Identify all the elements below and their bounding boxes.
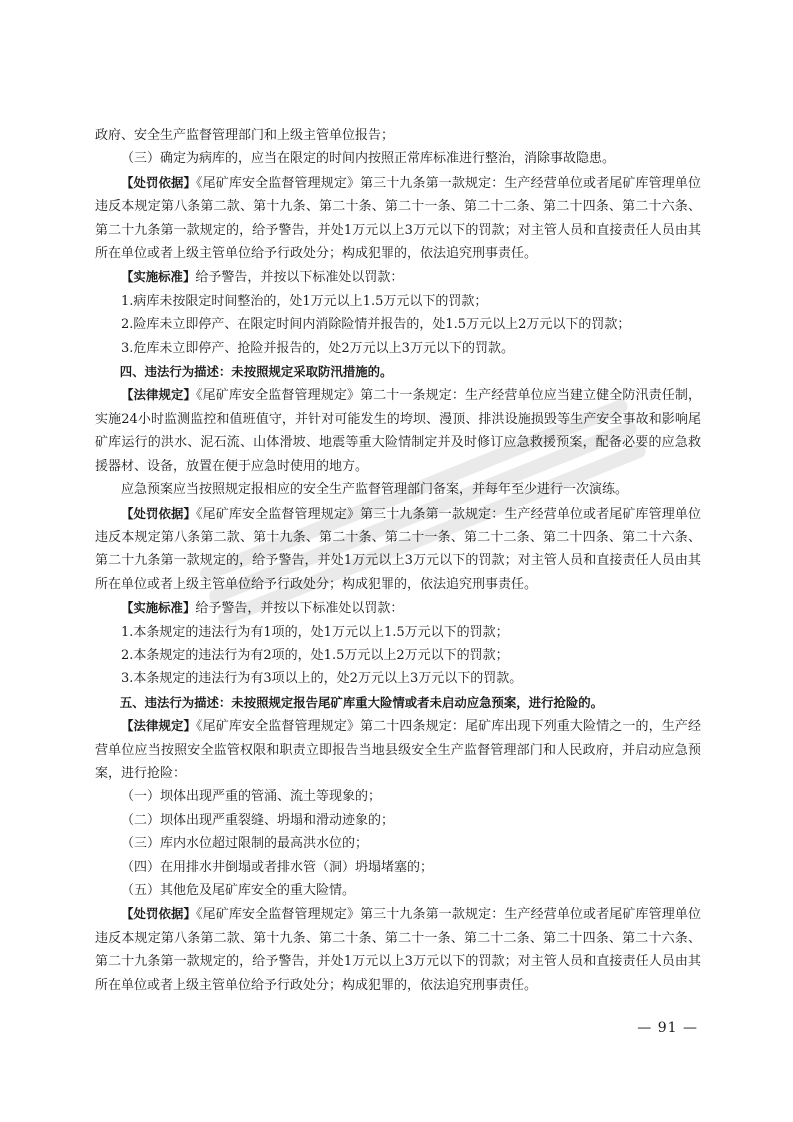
paragraph-text: 2.本条规定的违法行为有2项的，处1.5万元以上2万元以下的罚款； [121,647,509,663]
paragraph [95,809,701,832]
paragraph-text: 3.危库未立即停产、抢险并报告的，处2万元以上3万元以下的罚款。 [121,340,514,356]
section-heading [95,360,701,383]
paragraph [95,265,701,289]
bold-label: 【处罚依据】 [121,174,197,190]
paragraph-text: （一）坝体出现严重的管涌、流土等现象的； [121,789,382,805]
paragraph [95,171,701,266]
paragraph-text: 3.本条规定的违法行为有3项以上的，处2万元以上3万元以下的罚款。 [121,671,523,687]
paragraph-text: 《尾矿库安全监督管理规定》第二十一条规定：生产经营单位应当建立健全防汛责任制，实施24小时监测监控和值班值守，并针对可能发生的垮坝、漫顶、排洪设施损毁等生产安全事故和影响尾矿库运行的洪水、泥石流、山体滑坡、地震等重大险情制定并及时修订应急救援预案，配备必要的应急救援器材、设备，放置在便于应急时使用的地方。 [95,388,701,474]
bold-label: 四、违法行为描述：未按照规定采取防汛措施的。 [119,364,393,380]
bold-label: 【处罚依据】 [121,505,197,521]
paragraph [95,147,701,170]
paragraph [95,644,701,667]
paragraph [95,337,701,360]
bold-label: 五、违法行为描述：未按照规定报告尾矿库重大险情或者未启动应急预案，进行抢险的。 [119,694,604,710]
bold-label: 【处罚依据】 [121,906,197,922]
section-heading [95,691,701,714]
paragraph-text: （三）库内水位超过限制的最高洪水位的； [121,836,369,852]
paragraph [95,902,701,997]
paragraph-text: （五）其他危及尾矿库安全的重大险情。 [121,883,356,898]
paragraph [95,856,701,879]
paragraph [95,383,701,478]
page-number: — 91 — [637,1020,698,1036]
paragraph-text: 《尾矿库安全监督管理规定》第二十四条规定：尾矿库出现下列重大险情之一的，生产经营单位应当按照安全监管权限和职责立即报告当地县级安全生产监督管理部门和人民政府，并启动应急预案，进行抢险： [95,719,701,781]
paragraph [95,621,701,644]
paragraph [95,313,701,336]
paragraph [95,124,701,147]
paragraph-text: 给予警告，并按以下标准处以罚款： [195,601,404,617]
bold-label: 【实施标准】 [121,269,196,285]
paragraph-text: 1.本条规定的违法行为有1项的，处1万元以上1.5万元以下的罚款； [121,624,509,640]
paragraph-text: 政府、安全生产监督管理部门和上级主管单位报告； [95,128,395,143]
paragraph [95,832,701,855]
paragraph-text: 1.病库未按限定时间整治的，处1万元以上1.5万元以下的罚款； [121,293,488,309]
paragraph-text: 《尾矿库安全监督管理规定》第三十九条第一款规定：生产经营单位或者尾矿库管理单位违反本规定第八条第二款、第十九条、第二十条、第二十一条、第二十二条、第二十四条、第二十六条、第二十九条第一款规定的，给予警告，并处1万元以上3万元以下的罚款；对主管人员和直接责任人员由其所在单位或者上级主管单位给予行政处分；构成犯罪的，依法追究刑事责任。 [95,506,701,592]
paragraph [95,785,701,808]
bold-label: 【实施标准】 [121,600,196,616]
paragraph-text: 《尾矿库安全监督管理规定》第三十九条第一款规定：生产经营单位或者尾矿库管理单位违反本规定第八条第二款、第十九条、第二十条、第二十一条、第二十二条、第二十四条、第二十六条、第二十九条第一款规定的，给予警告，并处1万元以上3万元以下的罚款；对主管人员和直接责任人员由其所在单位或者上级主管单位给予行政处分；构成犯罪的，依法追究刑事责任。 [95,907,701,993]
paragraph [95,502,701,597]
paragraph [95,290,701,313]
paragraph-text: （四）在用排水井倒塌或者排水管（洞）坍塌堵塞的； [121,859,434,875]
paragraph [95,667,701,690]
paragraph-text: 给予警告，并按以下标准处以罚款： [195,270,404,286]
bold-label: 【法律规定】 [121,718,197,734]
paragraph-text: 应急预案应当按照规定报相应的安全生产监督管理部门备案，并每年至少进行一次演练。 [121,482,629,498]
paragraph-text: 2.险库未立即停产、在限定时间内消除险情并报告的，处1.5万元以上2万元以下的罚款； [121,317,631,333]
paragraph [95,478,701,501]
paragraph [95,879,701,902]
paragraph-text: （三）确定为病库的，应当在限定的时间内按照正常库标准进行整治，消除事故隐患。 [121,151,616,167]
paragraph-text: 《尾矿库安全监督管理规定》第三十九条第一款规定：生产经营单位或者尾矿库管理单位违反本规定第八条第二款、第十九条、第二十条、第二十一条、第二十二条、第二十四条、第二十六条、第二十九条第一款规定的，给予警告，并处1万元以上3万元以下的罚款；对主管人员和直接责任人员由其所在单位或者上级主管单位给予行政处分；构成犯罪的，依法追究刑事责任。 [95,175,701,262]
bold-label: 【法律规定】 [121,387,197,403]
paragraph-text: （二）坝体出现严重裂缝、坍塌和滑动迹象的； [121,812,395,828]
paragraph [95,596,701,620]
paragraph [95,714,701,785]
document-body [95,124,701,997]
